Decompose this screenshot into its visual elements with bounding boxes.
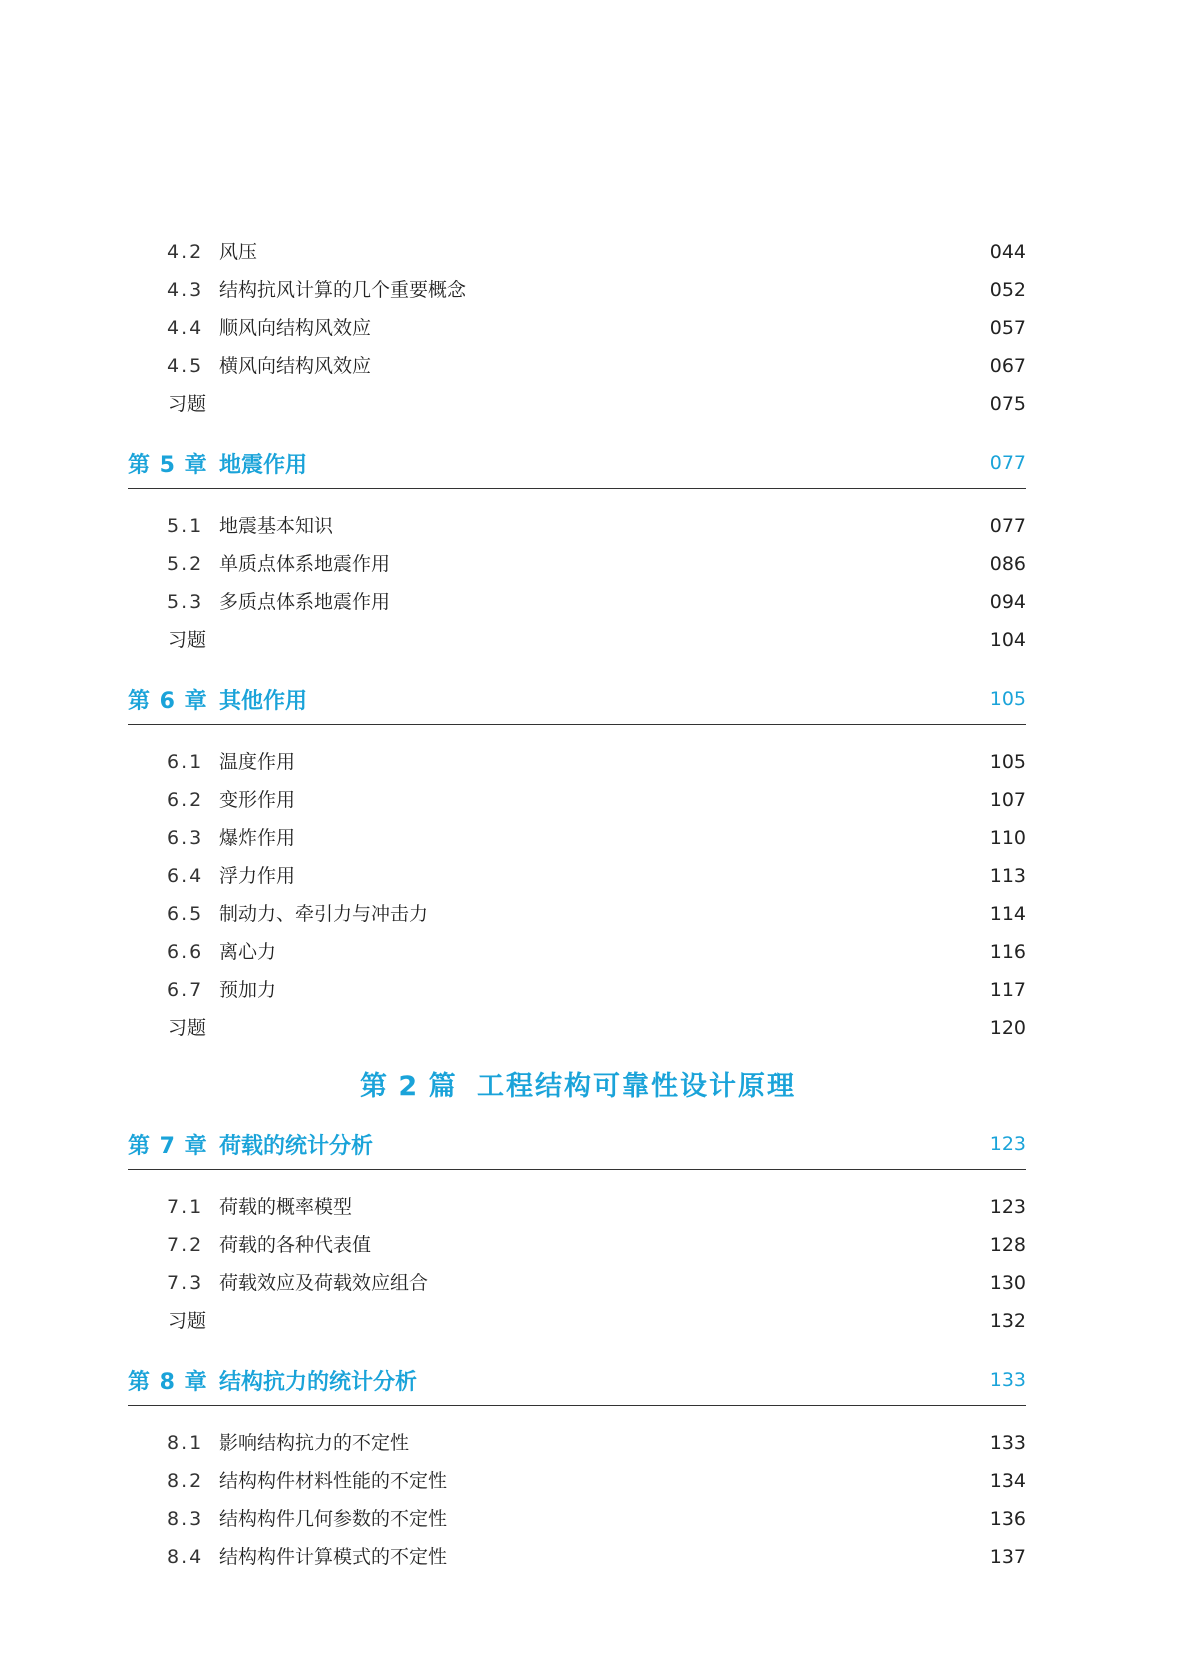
section-title: 浮力作用 [219,865,296,887]
exercises-label: 习题 [168,1310,207,1332]
page-number: 117 [989,979,1026,1001]
section-number: 4.3 [167,279,204,301]
chapter-title: 其他作用 [219,689,308,714]
chapter-page: 123 [989,1133,1026,1155]
toc-entry-6-2[interactable] [0,781,1198,819]
section-title: 制动力、牵引力与冲击力 [219,903,429,925]
page-number: 128 [989,1234,1026,1256]
page-number: 123 [989,1196,1026,1218]
section-title: 爆炸作用 [219,827,296,849]
section-number: 4.2 [167,241,204,263]
section-number: 6.1 [167,751,204,773]
chapter-label: 第 6 章 [128,689,208,714]
chapter-heading[interactable] [128,1361,1026,1406]
section-number: 5.3 [167,591,204,613]
chapter-title: 结构抗力的统计分析 [219,1370,418,1395]
toc-entry-8-4[interactable] [0,1538,1198,1576]
part-label: 第 2 篇 [360,1071,457,1102]
page-number: 113 [989,865,1026,887]
chapter-heading[interactable] [128,444,1026,489]
toc-entry-5-2[interactable] [0,545,1198,583]
section-title: 变形作用 [219,789,296,811]
toc-entry-6-6[interactable] [0,933,1198,971]
toc-entry-6-5[interactable] [0,895,1198,933]
section-number: 8.4 [167,1546,204,1568]
toc-entry-6-1[interactable] [0,743,1198,781]
toc-entry-5-3[interactable] [0,583,1198,621]
section-title: 荷载效应及荷载效应组合 [219,1272,429,1294]
page-number: 134 [989,1470,1026,1492]
toc-entry-6-7[interactable] [0,971,1198,1009]
page-number: 116 [989,941,1026,963]
toc-entry-7-1[interactable] [0,1188,1198,1226]
part-title: 工程结构可靠性设计原理 [477,1071,796,1102]
toc-entry-exercises[interactable] [0,1302,1198,1340]
toc-entry-5-1[interactable] [0,507,1198,545]
section-title: 荷载的各种代表值 [219,1234,372,1256]
section-number: 6.3 [167,827,204,849]
page-number: 067 [989,355,1026,377]
section-number: 5.2 [167,553,204,575]
section-title: 结构抗风计算的几个重要概念 [219,279,467,301]
section-number: 8.3 [167,1508,204,1530]
chapter-heading[interactable] [128,1125,1026,1170]
page-number: 136 [989,1508,1026,1530]
chapter-title: 荷载的统计分析 [219,1134,374,1159]
section-number: 7.3 [167,1272,204,1294]
part-heading[interactable] [0,1064,1198,1114]
page-number: 086 [989,553,1026,575]
page-number: 052 [989,279,1026,301]
toc-entry-8-3[interactable] [0,1500,1198,1538]
toc-entry-exercises[interactable] [0,621,1198,659]
section-number: 8.2 [167,1470,204,1492]
section-title: 预加力 [219,979,277,1001]
page-number: 133 [989,1432,1026,1454]
section-number: 6.4 [167,865,204,887]
section-title: 荷载的概率模型 [219,1196,353,1218]
section-title: 结构构件材料性能的不定性 [219,1470,448,1492]
chapter-title: 地震作用 [219,453,308,478]
page-number: 114 [989,903,1026,925]
section-title: 结构构件计算模式的不定性 [219,1546,448,1568]
chapter-label: 第 8 章 [128,1370,208,1395]
section-title: 风压 [219,241,258,263]
section-number: 7.1 [167,1196,204,1218]
exercises-label: 习题 [168,629,207,651]
page-number: 130 [989,1272,1026,1294]
page-number: 110 [989,827,1026,849]
toc-entry-7-3[interactable] [0,1264,1198,1302]
section-number: 4.4 [167,317,204,339]
toc-entry-7-2[interactable] [0,1226,1198,1264]
chapter-page: 077 [989,452,1026,474]
page-number: 094 [989,591,1026,613]
toc-entry-8-1[interactable] [0,1424,1198,1462]
exercises-label: 习题 [168,1017,207,1039]
page-number: 120 [989,1017,1026,1039]
section-number: 6.2 [167,789,204,811]
section-title: 地震基本知识 [219,515,334,537]
section-title: 单质点体系地震作用 [219,553,391,575]
chapter-label: 第 5 章 [128,453,208,478]
toc-entry-exercises[interactable] [0,385,1198,423]
exercises-label: 习题 [168,393,207,415]
section-title: 横风向结构风效应 [219,355,372,377]
toc-entry-4-3[interactable] [0,271,1198,309]
toc-entry-6-3[interactable] [0,819,1198,857]
chapter-label: 第 7 章 [128,1134,208,1159]
chapter-heading[interactable] [128,680,1026,725]
toc-entry-4-4[interactable] [0,309,1198,347]
page-number: 107 [989,789,1026,811]
page-number: 104 [989,629,1026,651]
page-number: 075 [989,393,1026,415]
section-title: 离心力 [219,941,277,963]
toc-entry-4-2[interactable] [0,233,1198,271]
chapter-page: 105 [989,688,1026,710]
page-number: 105 [989,751,1026,773]
section-number: 7.2 [167,1234,204,1256]
section-number: 5.1 [167,515,204,537]
toc-entry-6-4[interactable] [0,857,1198,895]
section-title: 温度作用 [219,751,296,773]
section-number: 8.1 [167,1432,204,1454]
section-number: 6.6 [167,941,204,963]
toc-entry-8-2[interactable] [0,1462,1198,1500]
section-number: 6.5 [167,903,204,925]
page-number: 044 [989,241,1026,263]
toc-entry-exercises[interactable] [0,1009,1198,1047]
section-number: 4.5 [167,355,204,377]
section-title: 顺风向结构风效应 [219,317,372,339]
chapter-page: 133 [989,1369,1026,1391]
page-number: 077 [989,515,1026,537]
toc-entry-4-5[interactable] [0,347,1198,385]
section-number: 6.7 [167,979,204,1001]
section-title: 结构构件几何参数的不定性 [219,1508,448,1530]
section-title: 影响结构抗力的不定性 [219,1432,410,1454]
page-number: 132 [989,1310,1026,1332]
page-number: 057 [989,317,1026,339]
section-title: 多质点体系地震作用 [219,591,391,613]
page-number: 137 [989,1546,1026,1568]
